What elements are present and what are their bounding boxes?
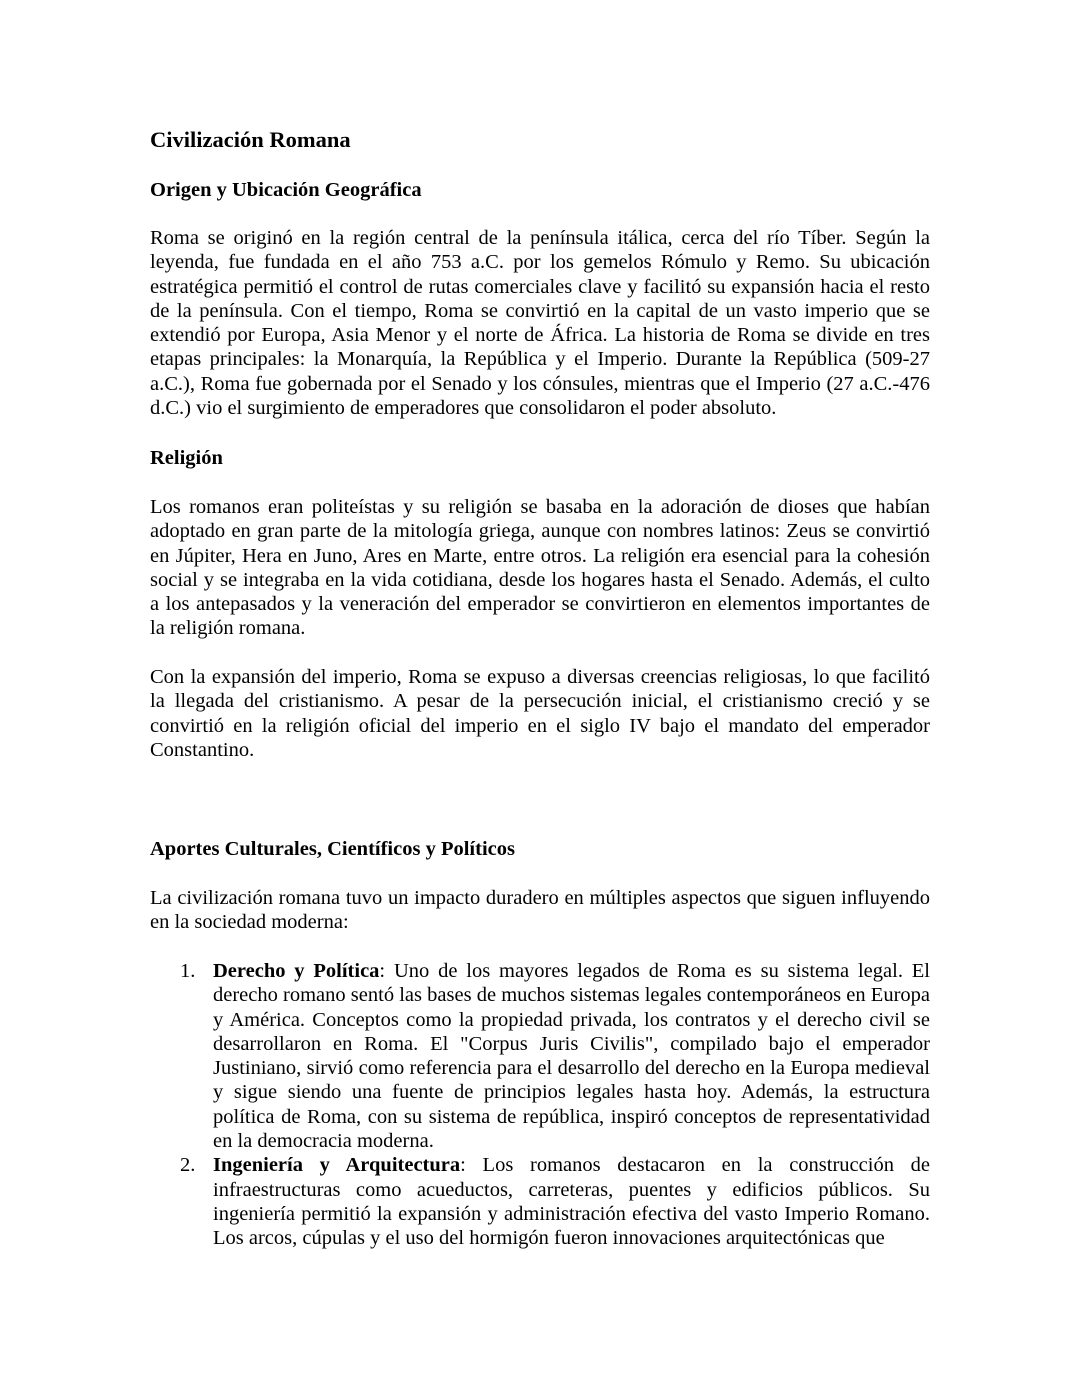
- paragraph-origen: Roma se originó en la región central de la península itálica, cerca del río Tíber. Según la leyenda, fue fundada en el año 753 a.C. por los gemelos Rómulo y Remo. Su ubicación estratégica permitió el control de rutas comerciales clave y facilitó su expansión hacia el resto de la península. Con el tiempo, Roma se convirtió en la capital de un vasto imperio que se extendió por Europa, Asia Menor y el norte de África. La historia de Roma se divide en tres etapas principales: la Monarquía, la República y el Imperio. Durante la República (509-27 a.C.), Roma fue gobernada por el Senado y los cónsules, mientras que el Imperio (27 a.C.-476 d.C.) vio el surgimiento de emperadores que consolidaron el poder absoluto.: [150, 227, 930, 420]
- paragraph-religion-1-block: [150, 495, 930, 641]
- heading-origen: Origen y Ubicación Geográfica: [150, 179, 422, 201]
- heading-religion-block: [150, 446, 930, 470]
- list-item-term: Ingeniería y Arquitectura: [213, 1154, 461, 1177]
- list-number: 2.: [180, 1154, 196, 1177]
- heading-religion: Religión: [150, 447, 223, 469]
- heading-origen-block: [150, 178, 930, 202]
- aportes-list: [150, 959, 930, 1251]
- paragraph-religion-2: Con la expansión del imperio, Roma se expuso a diversas creencias religiosas, lo que facilitó la llegada del cristianismo. A pesar de la persecución inicial, el cristianismo creció y se convirtió en la religión oficial del imperio en el siglo IV bajo el mandato del emperador Constantino.: [150, 666, 930, 761]
- document-title-block: [150, 127, 930, 153]
- list-item-text: : Los romanos destacaron en la construcción de infraestructuras como acueductos, carreteras, puentes y edificios públicos. Su ingeniería permitió la expansión y administración efectiva del vasto Imperio Romano. Los arcos, cúpulas y el uso del hormigón fueron innovaciones arquitectónicas que: [213, 1154, 930, 1250]
- heading-aportes: Aportes Culturales, Científicos y Políticos: [150, 838, 515, 860]
- list-item: [150, 1153, 930, 1250]
- list-item: [150, 959, 930, 1153]
- list-item-text: : Uno de los mayores legados de Roma es su sistema legal. El derecho romano sentó las bases de muchos sistemas legales contemporáneos en Europa y América. Conceptos como la propiedad privada, los contratos y el derecho civil se desarrollaron en Roma. El "Corpus Juris Civilis", compilado bajo el emperador Justiniano, sirvió como referencia para el desarrollo del derecho en la Europa medieval y sigue siendo una fuente de principios legales hasta hoy. Además, la estructura política de Roma, con su sistema de república, inspiró conceptos de representatividad en la democracia moderna.: [213, 960, 930, 1153]
- aportes-list-block: [150, 959, 930, 1251]
- paragraph-origen-block: [150, 226, 930, 420]
- document-title: Civilización Romana: [150, 127, 351, 152]
- heading-aportes-block: [150, 837, 930, 861]
- list-item-term: Derecho y Política: [213, 960, 380, 982]
- paragraph-aportes-intro-block: [150, 886, 930, 935]
- paragraph-aportes-intro: La civilización romana tuvo un impacto duradero en múltiples aspectos que siguen influyendo en la sociedad moderna:: [150, 887, 930, 934]
- paragraph-religion-1: Los romanos eran politeístas y su religión se basaba en la adoración de dioses que habían adoptado en gran parte de la mitología griega, aunque con nombres latinos: Zeus se convirtió en Júpiter, Hera en Juno, Ares en Marte, entre otros. La religión era esencial para la cohesión social y se integraba en la vida cotidiana, desde los hogares hasta el Senado. Además, el culto a los antepasados y la veneración del emperador se convirtieron en elementos importantes de la religión romana.: [150, 496, 930, 640]
- list-number: 1.: [180, 960, 196, 982]
- paragraph-religion-2-block: [150, 665, 930, 762]
